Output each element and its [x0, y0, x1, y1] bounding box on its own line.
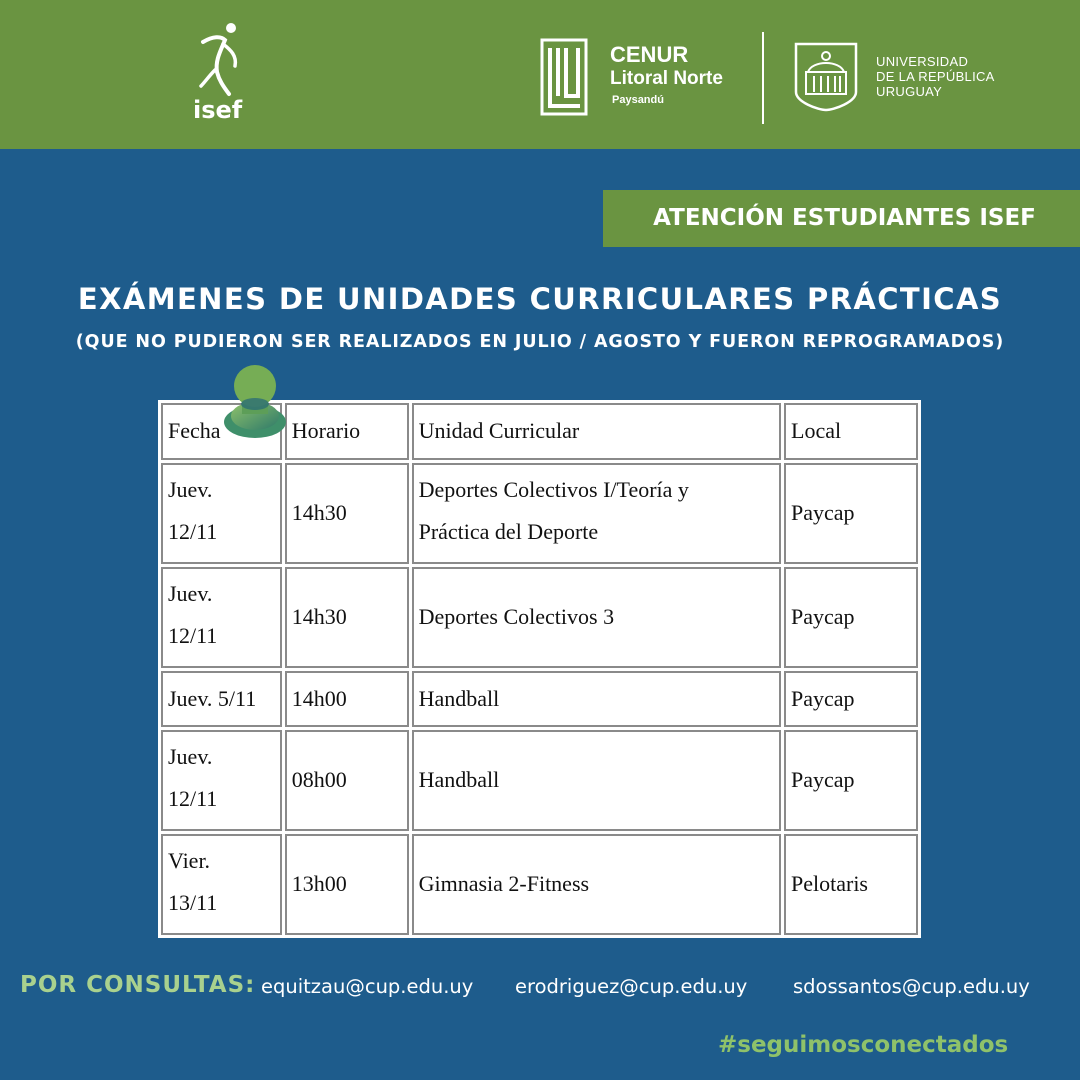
- udelar-line-3: URUGUAY: [876, 84, 943, 99]
- cell-horario: 13h00: [285, 834, 409, 935]
- fecha-day: Juev.: [168, 743, 213, 769]
- table-row: [161, 834, 918, 935]
- header-unidad: Unidad Curricular: [412, 403, 781, 460]
- contact-section: [20, 972, 255, 998]
- fecha-date: 12/11: [168, 785, 218, 811]
- cell-horario: 08h00: [285, 730, 409, 831]
- udelar-line-2: DE LA REPÚBLICA: [876, 69, 995, 84]
- table-row: [161, 463, 918, 564]
- cell-unidad: Deportes Colectivos 3: [412, 567, 781, 668]
- table-row: [161, 567, 918, 668]
- cenur-title: CENUR: [610, 42, 689, 67]
- email-link-1[interactable]: equitzau@cup.edu.uy: [261, 975, 474, 998]
- fecha-day: Juev.: [168, 476, 213, 502]
- cell-local: Paycap: [784, 463, 918, 564]
- isef-figure-icon: [193, 20, 245, 98]
- fecha-date: 13/11: [168, 889, 218, 915]
- cell-local: Paycap: [784, 730, 918, 831]
- cell-unidad: Handball: [412, 730, 781, 831]
- page-subtitle: (QUE NO PUDIERON SER REALIZADOS EN JULIO / AGOSTO Y FUERON REPROGRAMADOS): [75, 332, 1005, 352]
- header-bar: [0, 0, 1080, 149]
- fecha-day: Juev.: [168, 580, 213, 606]
- table-row: [161, 671, 918, 727]
- unidad-line-1: Deportes Colectivos I/Teoría y: [418, 476, 689, 502]
- fecha-date: 12/11: [168, 622, 218, 648]
- cell-horario: 14h00: [285, 671, 409, 727]
- cell-horario: 14h30: [285, 463, 409, 564]
- cell-horario: 14h30: [285, 567, 409, 668]
- cell-fecha: Juev. 5/11: [161, 671, 282, 727]
- cell-local: Paycap: [784, 671, 918, 727]
- exam-table: [158, 400, 921, 938]
- page-title: EXÁMENES DE UNIDADES CURRICULARES PRÁCTICAS: [77, 282, 1003, 316]
- attention-banner: ATENCIÓN ESTUDIANTES ISEF: [603, 190, 1080, 247]
- cell-fecha: [161, 463, 282, 564]
- fecha-date: 12/11: [168, 518, 218, 544]
- udelar-line-1: UNIVERSIDAD: [876, 54, 969, 69]
- cell-fecha: [161, 834, 282, 935]
- udelar-name: [876, 54, 995, 99]
- unidad-line-2: Práctica del Deporte: [418, 518, 599, 544]
- exam-table-container: [158, 400, 921, 938]
- cenur-city: Paysandú: [612, 94, 664, 106]
- cell-unidad: [412, 463, 781, 564]
- udelar-seal-icon: [794, 42, 858, 112]
- email-link-3[interactable]: sdossantos@cup.edu.uy: [793, 975, 1030, 998]
- contact-label: POR CONSULTAS:: [20, 972, 256, 998]
- header-horario: Horario: [285, 403, 409, 460]
- header-divider: [762, 32, 764, 124]
- cell-local: Paycap: [784, 567, 918, 668]
- cell-unidad: Gimnasia 2-Fitness: [412, 834, 781, 935]
- cenur-subtitle: Litoral Norte: [610, 68, 723, 89]
- cell-fecha: [161, 730, 282, 831]
- email-link-2[interactable]: erodriguez@cup.edu.uy: [515, 975, 748, 998]
- cenur-mark-icon: [540, 38, 588, 116]
- hashtag: #seguimosconectados: [718, 1032, 1009, 1058]
- pushpin-icon: [222, 364, 288, 440]
- isef-logo-text: isef: [193, 96, 243, 124]
- header-fecha: Fecha: [161, 403, 282, 460]
- cell-unidad: Handball: [412, 671, 781, 727]
- table-row: [161, 730, 918, 831]
- fecha-day: Vier.: [168, 847, 211, 873]
- isef-logo: [185, 20, 255, 130]
- cell-local: Pelotaris: [784, 834, 918, 935]
- header-local: Local: [784, 403, 918, 460]
- cell-fecha: [161, 567, 282, 668]
